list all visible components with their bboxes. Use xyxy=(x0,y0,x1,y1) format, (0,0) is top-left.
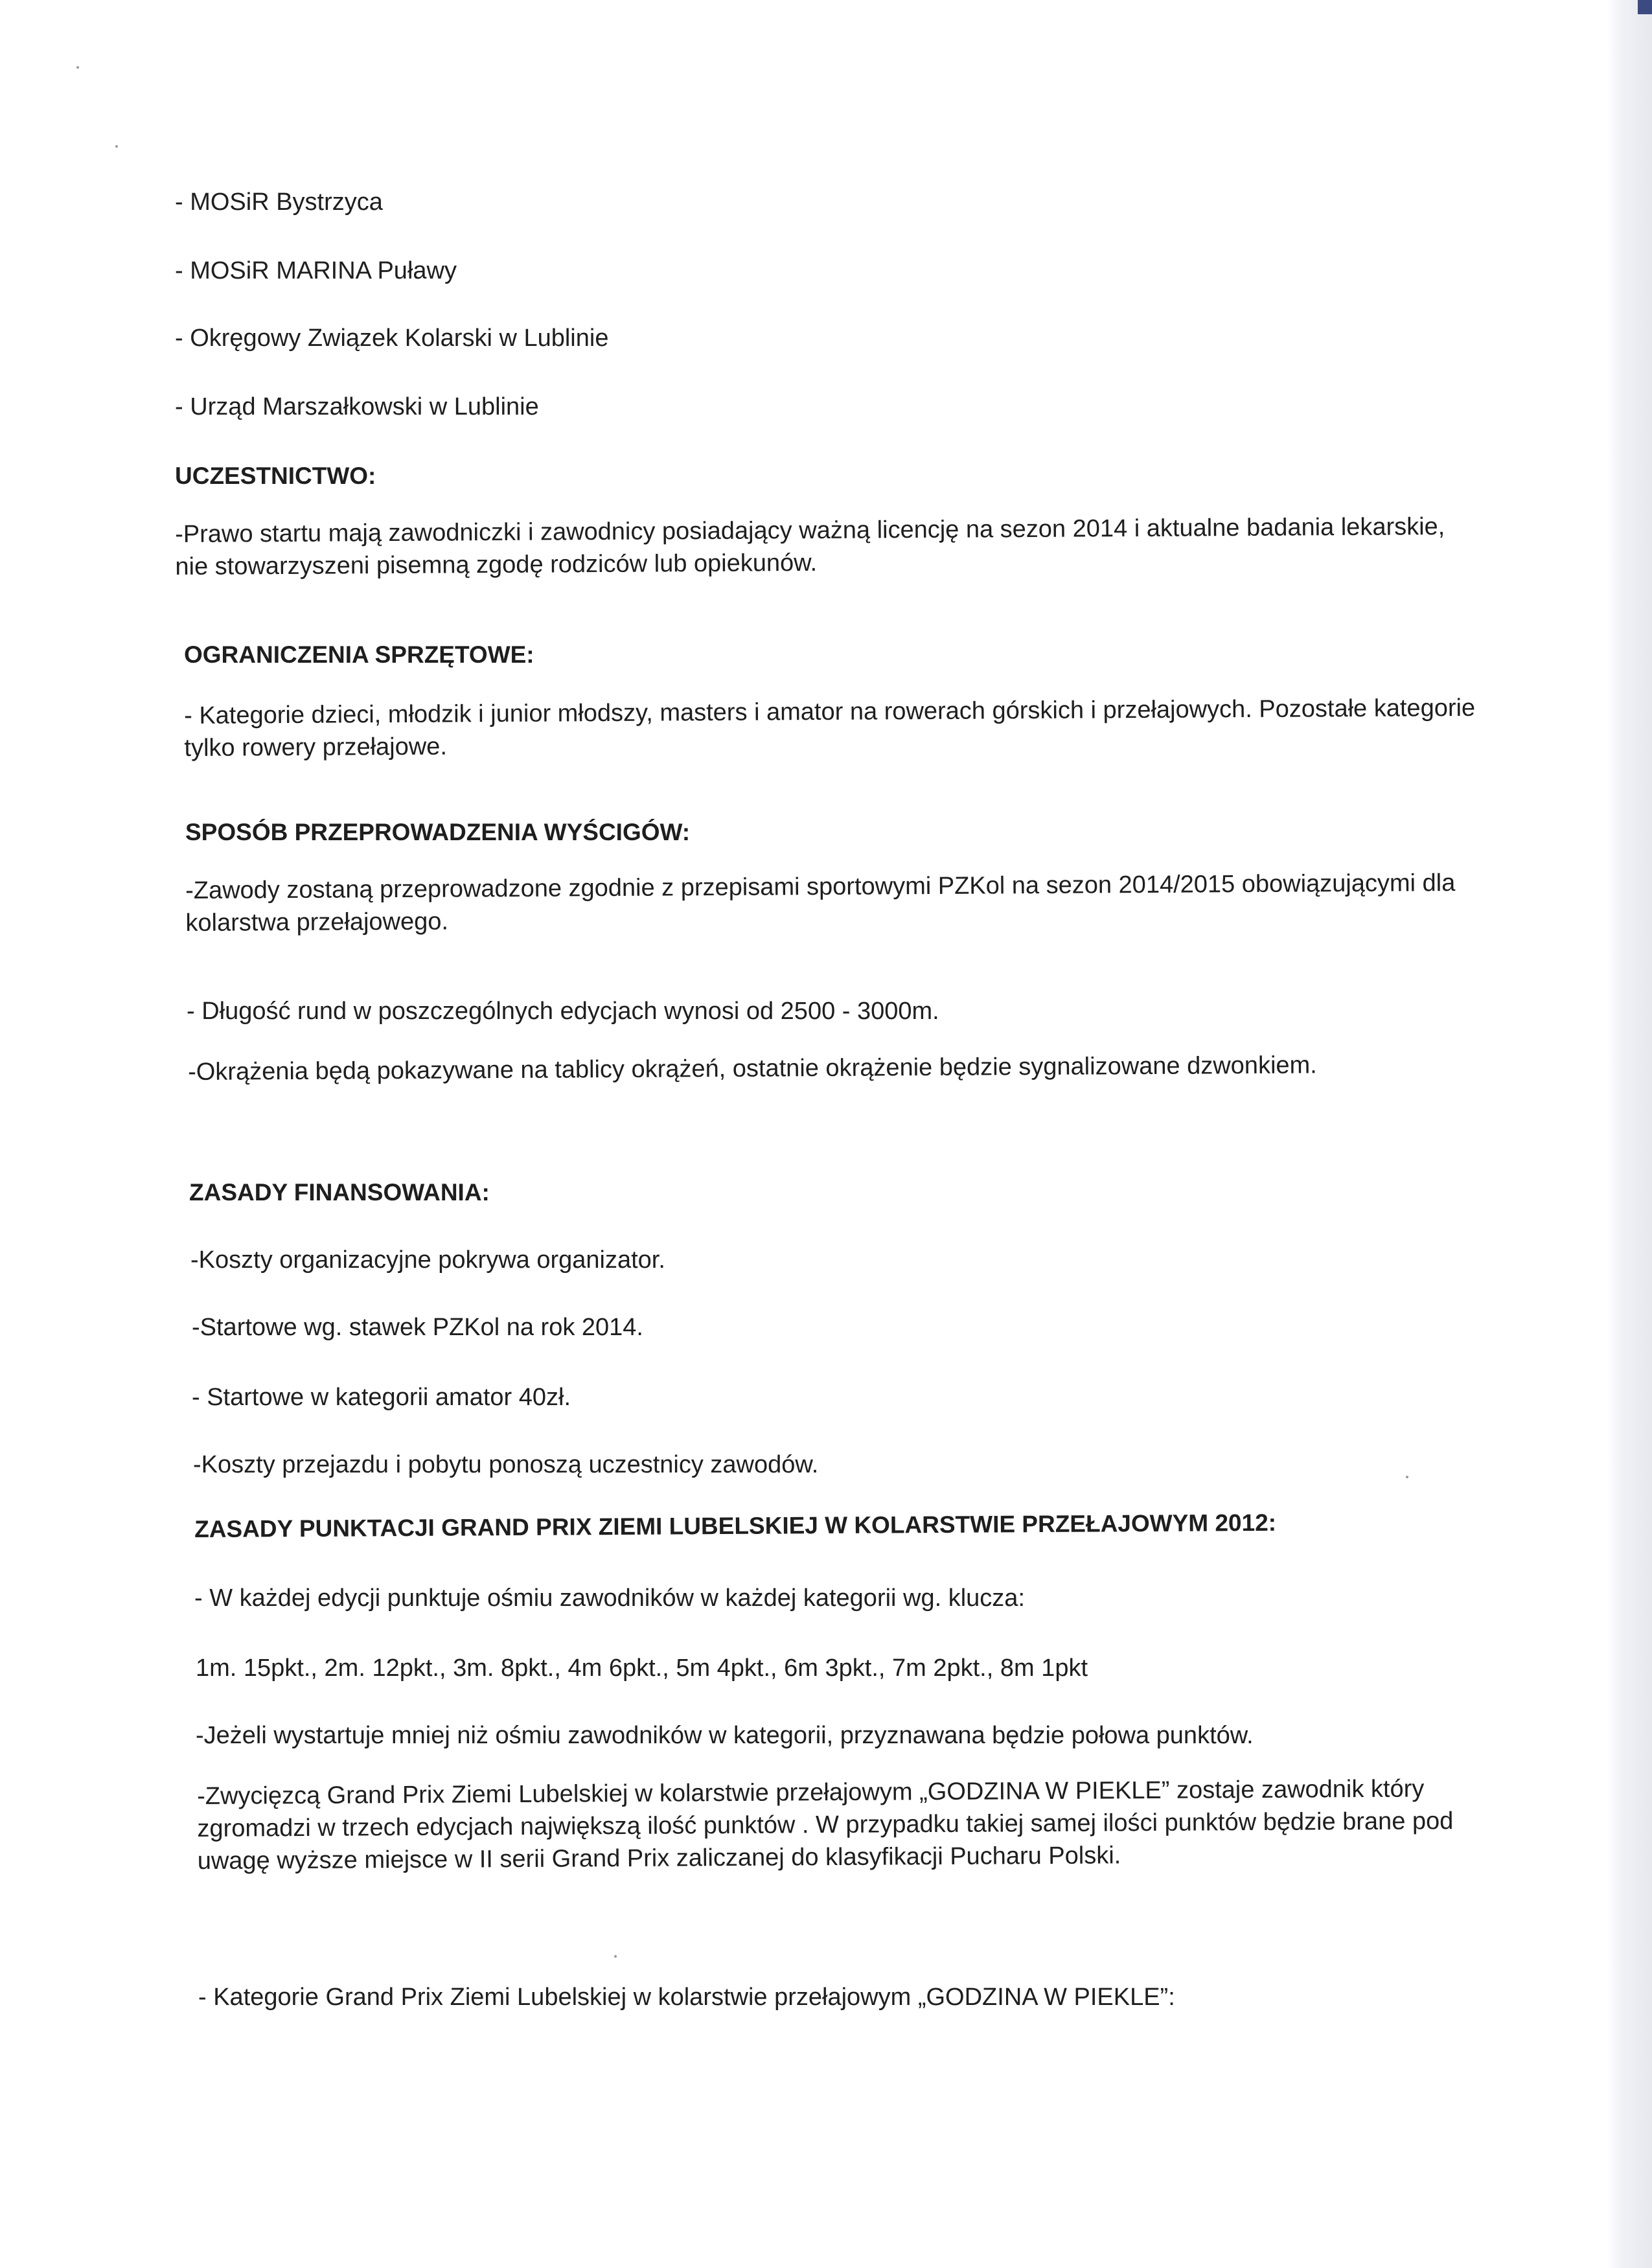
organizer-line-ozkol: - Okręgowy Związek Kolarski w Lublinie xyxy=(175,325,609,352)
paragraph-kategorie-rowery: - Kategorie dzieci, młodzik i junior młodszy, masters i amator na rowerach górskich i przełajowych. Pozostałe kategorie tylko rowery przełajowe. xyxy=(184,694,1476,762)
section-heading-uczestnictwo: UCZESTNICTWO: xyxy=(175,463,376,489)
section-heading-ograniczenia: OGRANICZENIA SPRZĘTOWE: xyxy=(184,641,534,668)
paragraph-zawody-przepisy: -Zawody zostaną przeprowadzone zgodnie z przepisami sportowymi PZKol na sezon 2014/2015 obowiązującymi dla kolarstwa przełajowego. xyxy=(185,869,1456,937)
paragraph-kategorie-grand-prix: - Kategorie Grand Prix Ziemi Lubelskiej w kolarstwie przełajowym „GODZINA W PIEKLE”: xyxy=(198,1984,1175,2011)
paragraph-polowa-punktow: -Jeżeli wystartuje mniej niż ośmiu zawodników w kategorii, przyznawana będzie połowa punktów. xyxy=(196,1722,1254,1749)
section-heading-finansowanie: ZASADY FINANSOWANIA: xyxy=(189,1179,490,1206)
section-heading-sposob: SPOSÓB PRZEPROWADZENIA WYŚCIGÓW: xyxy=(185,819,691,845)
paragraph-koszty-przejazdu: -Koszty przejazdu i pobytu ponoszą uczestnicy zawodów. xyxy=(193,1451,819,1478)
paragraph-zwyciezca: -Zwycięzcą Grand Prix Ziemi Lubelskiej w kolarstwie przełajowym „GODZINA W PIEKLE” zostaje zawodnik który zgromadzi w trzech edycjach największą ilość punktów . W przypadku takiej samej ilości punktów będzie brane pod uwagę wyższe miejsce w II serii Grand Prix zaliczanej do klasyfikacji Pucharu Polski. xyxy=(197,1775,1454,1875)
paragraph-okrazenia: -Okrążenia będą pokazywane na tablicy okrążeń, ostatnie okrążenie będzie sygnalizowane dzwonkiem. xyxy=(188,1051,1317,1086)
organizer-line-mosir-marina: - MOSiR MARINA Puławy xyxy=(175,257,457,284)
paragraph-punktuje-osmiu: - W każdej edycji punktuje ośmiu zawodników w każdej kategorii wg. klucza: xyxy=(194,1585,1025,1612)
paragraph-koszty-organizacyjne: -Koszty organizacyjne pokrywa organizator. xyxy=(190,1246,665,1274)
paragraph-prawo-startu: -Prawo startu mają zawodniczki i zawodnicy posiadający ważną licencję na sezon 2014 i aktualne badania lekarskie, nie stowarzyszeni pisemną zgodę rodziców lub opiekunów. xyxy=(175,513,1445,580)
organizer-line-mosir-bystrzyca: - MOSiR Bystrzyca xyxy=(175,189,383,216)
section-heading-punktacja: ZASADY PUNKTACJI GRAND PRIX ZIEMI LUBELSKIEJ W KOLARSTWIE PRZEŁAJOWYM 2012: xyxy=(194,1509,1277,1542)
paragraph-startowe-pzkol: -Startowe wg. stawek PZKol na rok 2014. xyxy=(192,1314,643,1341)
paragraph-startowe-amator: - Startowe w kategorii amator 40zł. xyxy=(192,1384,571,1411)
paragraph-dlugosc-rund: - Długość rund w poszczególnych edycjach wynosi od 2500 - 3000m. xyxy=(187,998,939,1025)
paragraph-klucz-punktow: 1m. 15pkt., 2m. 12pkt., 3m. 8pkt., 4m 6pkt., 5m 4pkt., 6m 3pkt., 7m 2pkt., 8m 1pkt xyxy=(196,1655,1088,1682)
organizer-line-urzad: - Urząd Marszałkowski w Lublinie xyxy=(175,393,539,420)
